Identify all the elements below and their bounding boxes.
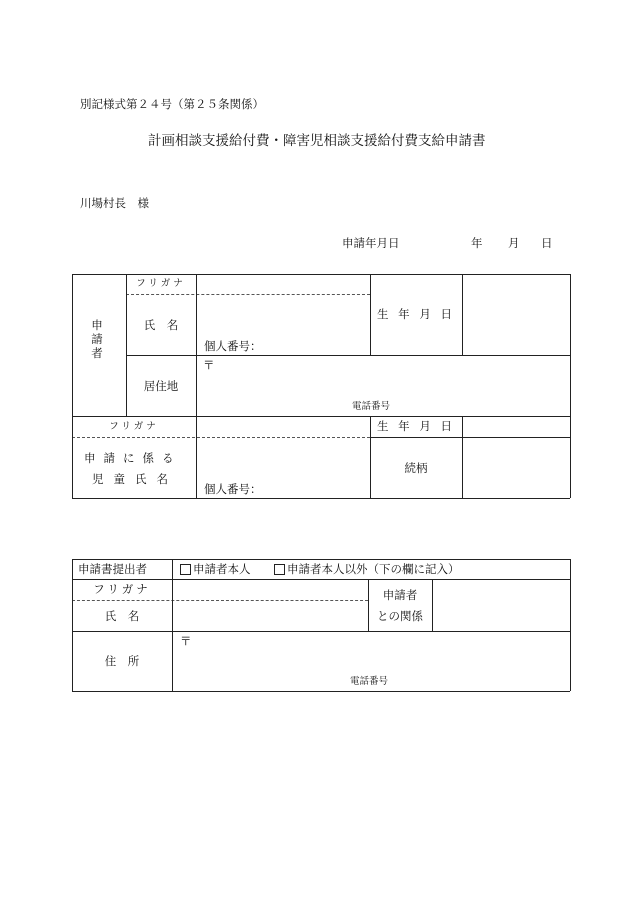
- relation-field[interactable]: [434, 581, 568, 629]
- relationship-label: 続柄: [404, 461, 428, 475]
- birth-date-field[interactable]: [464, 276, 568, 353]
- child-furigana-label: フリガナ: [109, 421, 159, 432]
- submitter-postal-mark: 〒: [180, 634, 192, 648]
- name-label: 氏 名: [143, 318, 179, 332]
- residence-postal-mark: 〒: [203, 358, 215, 372]
- birth-date-label: 生 年 月 日: [377, 307, 455, 321]
- application-date-year: 年: [471, 236, 483, 250]
- submitter-furigana-field[interactable]: [174, 581, 366, 599]
- option-self-checkbox[interactable]: [180, 564, 191, 575]
- child-name-label-line1: 申請に係る: [84, 451, 182, 465]
- submitter-address-label: 住 所: [104, 654, 140, 668]
- option-other-checkbox[interactable]: [274, 564, 285, 575]
- submitter-address-field[interactable]: [174, 633, 568, 671]
- child-birth-date-field[interactable]: [464, 418, 568, 435]
- recipient: 川場村長 様: [80, 196, 149, 210]
- child-birth-date-label: 生 年 月 日: [377, 419, 455, 433]
- relationship-field[interactable]: [464, 440, 568, 496]
- submitter-phone-label: 電話番号: [350, 676, 389, 687]
- application-date-label: 申請年月日: [342, 236, 400, 250]
- page-title: 計画相談支援給付費・障害児相談支援給付費支給申請書: [148, 133, 486, 149]
- application-date-month: 月: [508, 236, 520, 250]
- residence-phone-label: 電話番号: [352, 401, 391, 412]
- option-other-label: 申請者本人以外（下の欄に記入）: [287, 562, 460, 576]
- form-number: 別記様式第２４号（第２５条関係）: [80, 97, 264, 111]
- furigana-field[interactable]: [198, 276, 368, 293]
- option-self-label: 申請者本人: [193, 562, 251, 576]
- child-furigana-field[interactable]: [198, 418, 368, 435]
- submitter-label: 申請書提出者: [78, 562, 147, 576]
- child-personal-number-label: 個人番号：: [204, 482, 262, 496]
- submitter-name-field[interactable]: [174, 602, 366, 629]
- child-name-label-line2: 児童氏名: [92, 472, 178, 486]
- relation-label-line1: 申請者: [382, 588, 418, 602]
- residence-label: 居住地: [143, 379, 179, 393]
- relation-label-line2: との関係: [377, 609, 423, 623]
- furigana-label: フリガナ: [136, 278, 186, 289]
- applicant-section-label: 申請者: [91, 318, 103, 360]
- personal-number-label: 個人番号：: [204, 339, 262, 353]
- child-name-field[interactable]: [198, 440, 368, 478]
- name-field[interactable]: [198, 297, 368, 335]
- residence-field[interactable]: [198, 357, 568, 397]
- submitter-name-label: 氏 名: [104, 609, 140, 623]
- application-date-day: 日: [541, 236, 553, 250]
- submitter-furigana-label: フリガナ: [93, 582, 151, 596]
